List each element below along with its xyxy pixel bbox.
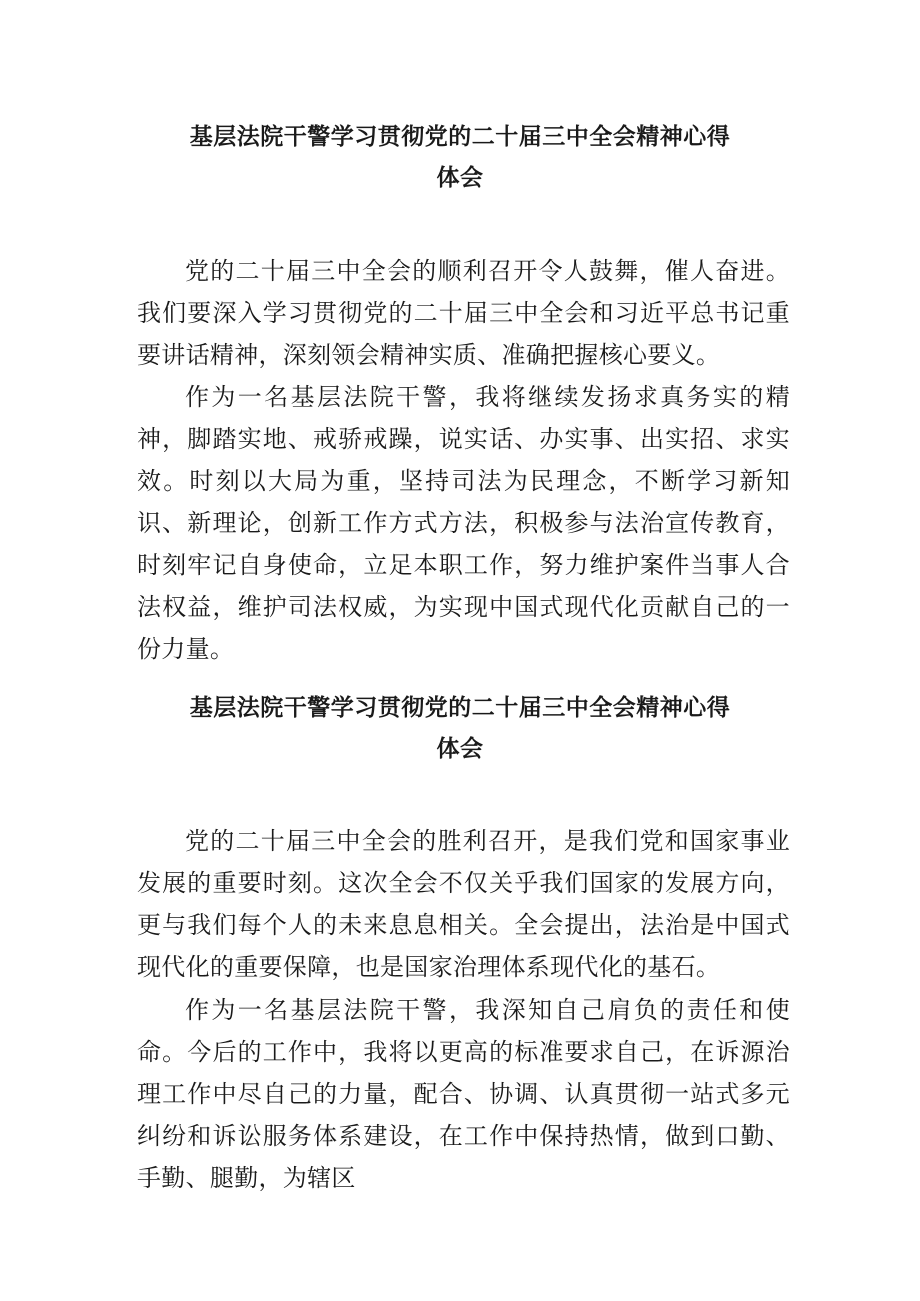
section-1-title [130,117,790,199]
section-1-title-line-2: 体会 [436,165,484,191]
section-1-paragraph-2: 作为一名基层法院干警，我将继续发扬求真务实的精神，脚踏实地、戒骄戒躁，说实话、办实事、出实招、求实效。时刻以大局为重，坚持司法为民理念，不断学习新知识、新理论，创新工作方式方法，积极参与法治宣传教育，时刻牢记自身使命，立足本职工作，努力维护案件当事人合法权益，维护司法权威，为实现中国式现代化贡献自己的一份力量。 [137,383,790,663]
section-2-paragraph-1: 党的二十届三中全会的胜利召开，是我们党和国家事业发展的重要时刻。这次全会不仅关乎我们国家的发展方向，更与我们每个人的未来息息相关。全会提出，法治是中国式现代化的重要保障，也是国家治理体系现代化的基石。 [137,827,790,981]
section-2-title [130,688,790,770]
section-2-title-line-1: 基层法院干警学习贯彻党的二十届三中全会精神心得 [189,695,731,721]
section-1-paragraph-1: 党的二十届三中全会的顺利召开令人鼓舞，催人奋进。我们要深入学习贯彻党的二十届三中全会和习近平总书记重要讲话精神，深刻领会精神实质、准确把握核心要义。 [137,257,790,369]
section-1-title-line-1: 基层法院干警学习贯彻党的二十届三中全会精神心得 [189,124,731,150]
section-2-paragraph-2: 作为一名基层法院干警，我深知自己肩负的责任和使命。今后的工作中，我将以更高的标准要求自己，在诉源治理工作中尽自己的力量，配合、协调、认真贯彻一站式多元纠纷和诉讼服务体系建设，在工作中保持热情，做到口勤、手勤、腿勤，为辖区 [137,996,790,1192]
section-2-title-line-2: 体会 [436,736,484,762]
